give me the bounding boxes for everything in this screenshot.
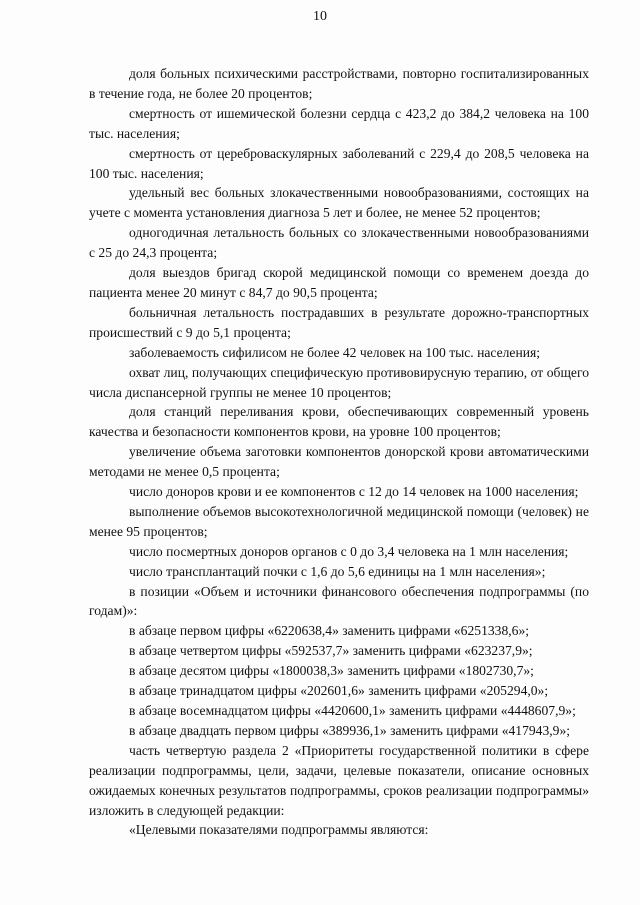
paragraph: число посмертных доноров органов с 0 до 3,4 человека на 1 млн населения; [129, 543, 569, 559]
paragraph: доля станций переливания крови, обеспечивающих современный уровень качества и безопасности компонентов крови, на уровне 100 процентов; [89, 404, 589, 440]
paragraph: охват лиц, получающих специфическую противовирусную терапию, от общего числа диспансерной группы не менее 10 процентов; [89, 364, 589, 400]
paragraph: одногодичная летальность больных со злокачественными новообразованиями с 25 до 24,3 процента; [89, 225, 589, 261]
paragraph: удельный вес больных злокачественными новообразованиями, состоящих на учете с момента установления диагноза 5 лет и более, не менее 52 процентов; [89, 185, 589, 221]
paragraph: число доноров крови и ее компонентов с 12 до 14 человек на 1000 населения; [129, 484, 579, 500]
paragraph: в абзаце двадцать первом цифры «389936,1» заменить цифрами «417943,9»; [129, 722, 571, 738]
paragraph: в абзаце первом цифры «6220638,4» заменить цифрами «6251338,6»; [129, 623, 530, 639]
paragraph: в абзаце четвертом цифры «592537,7» заменить цифрами «623237,9»; [129, 643, 533, 659]
paragraph: смертность от ишемической болезни сердца с 423,2 до 384,2 человека на 100 тыс. населения; [89, 105, 589, 141]
paragraph: в позиции «Объем и источники финансового обеспечения подпрограммы (по годам)»: [89, 583, 589, 619]
paragraph: доля больных психическими расстройствами, повторно госпитализированных в течение года, не более 20 процентов; [89, 66, 589, 101]
paragraph: в абзаце восемнадцатом цифры «4420600,1» заменить цифрами «4448607,9»; [129, 703, 576, 718]
paragraph: заболеваемость сифилисом не более 42 человек на 100 тыс. населения; [129, 344, 541, 360]
paragraph: больничная летальность пострадавших в результате дорожно-транспортных происшествий с 9 до 5,1 процента; [89, 304, 589, 340]
paragraph: в абзаце десятом цифры «1800038,3» заменить цифрами «1802730,7»; [129, 663, 534, 679]
document-body [89, 64, 589, 840]
page-number: 10 [313, 9, 327, 24]
paragraph: в абзаце тринадцатом цифры «202601,6» заменить цифрами «205294,0»; [129, 683, 549, 699]
paragraph: смертность от цереброваскулярных заболеваний с 229,4 до 208,5 человека на 100 тыс. населения; [89, 145, 589, 181]
paragraph: число трансплантаций почки с 1,6 до 5,6 единицы на 1 млн населения»; [129, 563, 546, 579]
paragraph: часть четвертую раздела 2 «Приоритеты государственной политики в сфере реализации подпрограммы, цели, задачи, целевые показатели, описание основных ожидаемых конечных результатов подпрограммы, сроков реализации подпрограммы» изложить в следующей редакции: [89, 742, 589, 818]
paragraph: доля выездов бригад скорой медицинской помощи со временем доезда до пациента менее 20 минут с 84,7 до 90,5 процента; [89, 265, 589, 300]
paragraph: «Целевыми показателями подпрограммы являются: [129, 822, 429, 838]
paragraph: выполнение объемов высокотехнологичной медицинской помощи (человек) не менее 95 процентов; [89, 503, 589, 539]
paragraph: увеличение объема заготовки компонентов донорской крови автоматическими методами не менее 0,5 процента; [89, 444, 589, 480]
